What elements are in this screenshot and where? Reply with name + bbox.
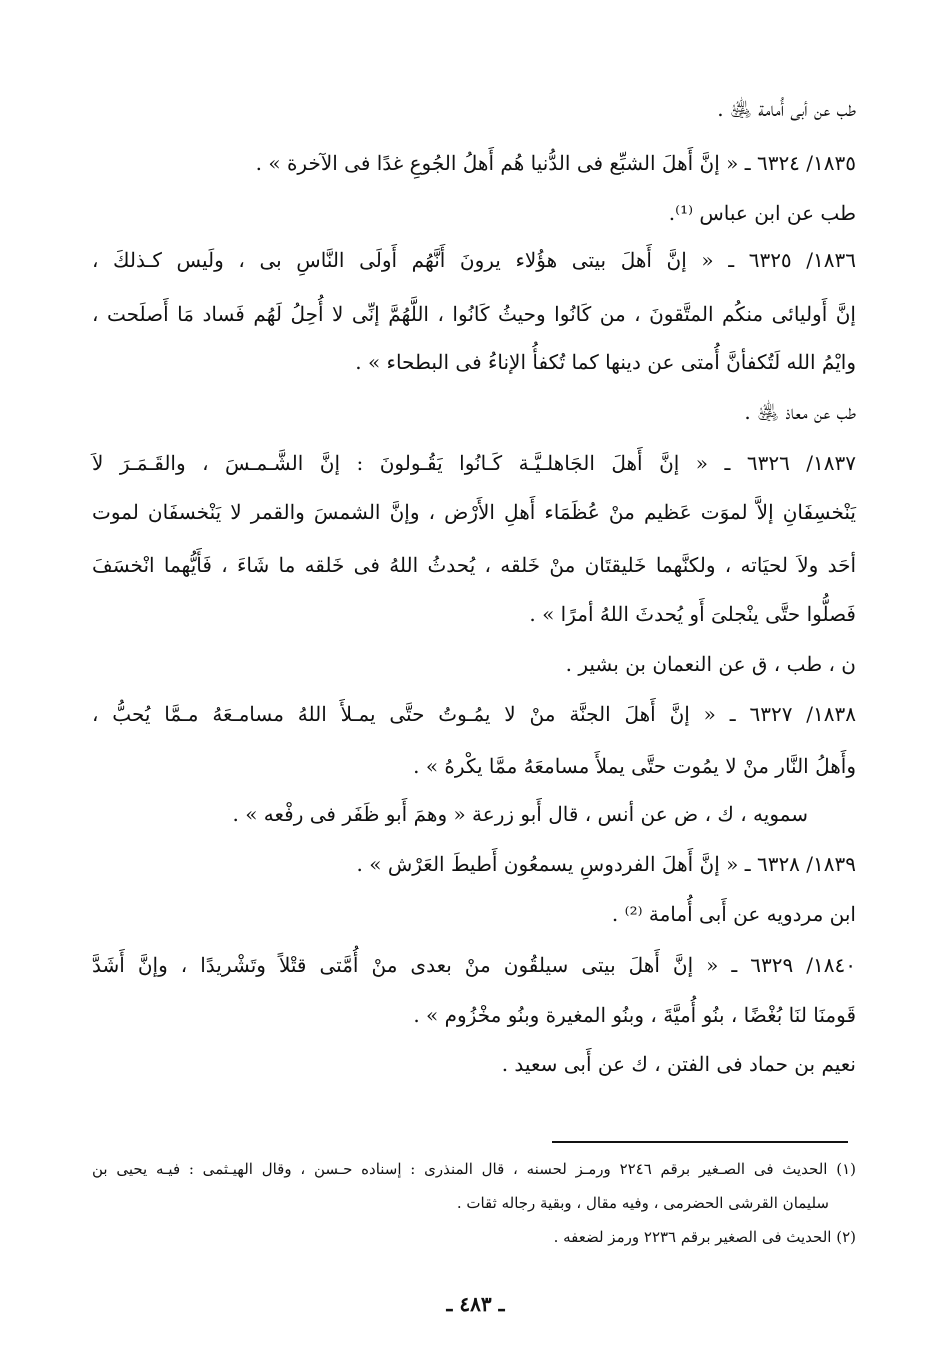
source-line: طب عن أبى أُمامة ﵁ . — [717, 97, 856, 121]
hadith-1838-line-1: ١٨٣٨/ ٦٣٢٧ ـ « إنَّ أَهلَ الجنَّة منْ لا يمُـوتُ حتَّى يمـلأَ اللهُ مسامـعَهُ مـمَّا يُحبُّ ، — [92, 702, 856, 726]
source-line: نعيم بن حماد فى الفتن ، ك عن أَبى سعيد . — [501, 1052, 856, 1076]
hadith-1837-line-2: يَنْخسِفَانِ إلاَّ لموَت عَظيم منْ عُظَمَاء أَهلِ الأَرْض ، وإنَّ الشمسَ والقمر لا يَنْخسفَان لموت — [92, 500, 856, 524]
hadith-1836-line-1: ١٨٣٦/ ٦٣٢٥ ـ « إنَّ أَهلَ بيتى هؤُلاء يرونَ أَنَّهُم أَولَى النَّاسِ بى ، ولَيس كـذلكَ ، — [92, 248, 856, 272]
footnote-2: (٢) الحديث فى الصغير برقم ٢٢٣٦ ورمز لضعفه . — [553, 1228, 856, 1246]
hadith-1840-line-2: قَومنَا لنَا بُغْضًا ، بنُو أُميَّةَ ، وبنُو المغيرة وبنُو مخْزُوم » . — [413, 1003, 856, 1027]
source-line: سمويه ، ك ، ض عن أنس ، قال أَبو زرعة « وهمَ أَبو ظَفَر فى رفْعه » . — [232, 802, 808, 826]
footnote-1-line-1: (١) الحديث فى الصـغير برقم ٢٢٤٦ ورمـز لحسنه ، قال المنذرى : إسناده حـسن ، وقال الهيـثمى : فيـه يحيى بن — [92, 1160, 856, 1178]
hadith-1837-line-3: أحَد ولاَ لحيَاته ، ولكنَّهما خَليقتَان منْ خَلقه ، يُحدثُ اللهُ فى خَلقه ما شَاءَ ، فَأَيُّهما انْخسَفَ — [92, 553, 856, 577]
hadith-1840-line-1: ١٨٤٠/ ٦٣٢٩ ـ « إنَّ أَهلَ بيتى سيلقُون منْ بعدى منْ أُمَّتى قتْلاً وتَشْريدًا ، وإنَّ أَشَدَّ — [92, 953, 856, 977]
footnote-1-line-2: سليمان القرشى الحضرمى ، وفيه مقال ، وبقية رجاله ثقات . — [456, 1194, 829, 1212]
hadith-1835: ١٨٣٥/ ٦٣٢٤ ـ « إنَّ أَهلَ الشبِّع فى الدُّنيا هُم أَهلُ الجُوعِ غدًا فى الآخرة » . — [255, 151, 856, 175]
hadith-1836-line-2: إنَّ أَوليائى منكُم المتَّقونَ ، من كَانُوا وحيثُ كَانُوا ، اللَّهُمَّ إنِّى لا أُحِلُ لَهُم فَساد مَا أَصلَحت ، — [92, 302, 856, 326]
page-number: ـ ٤٨٣ ـ — [446, 1292, 505, 1316]
footnote-divider — [552, 1141, 848, 1143]
hadith-1839: ١٨٣٩/ ٦٣٢٨ ـ « إنَّ أَهلَ الفردوسِ يسمعُون أَطيطَ العَرْش » . — [356, 852, 856, 876]
source-line: طب عن معاذ ﵁ . — [744, 400, 856, 424]
source-line: ن ، طب ، ق عن النعمان بن بشير . — [565, 652, 856, 676]
hadith-1836-line-3: وايْمُ الله لَتُكفأنَّ أُمتى عن دينها كما تُكفأُ الإناءُ فى البطحاء » . — [355, 350, 856, 374]
source-line: طب عن ابن عباس ⁽¹⁾. — [668, 201, 856, 225]
hadith-1838-line-2: وأَهلُ النَّار منْ لا يمُوت حتَّى يملأَ مسامعَهُ ممَّا يكْرهُ » . — [413, 754, 856, 778]
source-line: ابن مردويه عن أَبى أُمامة ⁽²⁾ . — [611, 902, 856, 926]
hadith-1837-line-1: ١٨٣٧/ ٦٣٢٦ ـ « إنَّ أَهلَ الجَاهلـيَّـة كَـانُوا يَقُـولونَ : إنَّ الشَّـمـسَ ، والقَـمَـرَ لاَ — [92, 451, 856, 475]
hadith-1837-line-4: فَصلُّوا حتَّى ينْجلىَ أَو يُحدثَ اللهُ أمرًا » . — [529, 602, 856, 626]
